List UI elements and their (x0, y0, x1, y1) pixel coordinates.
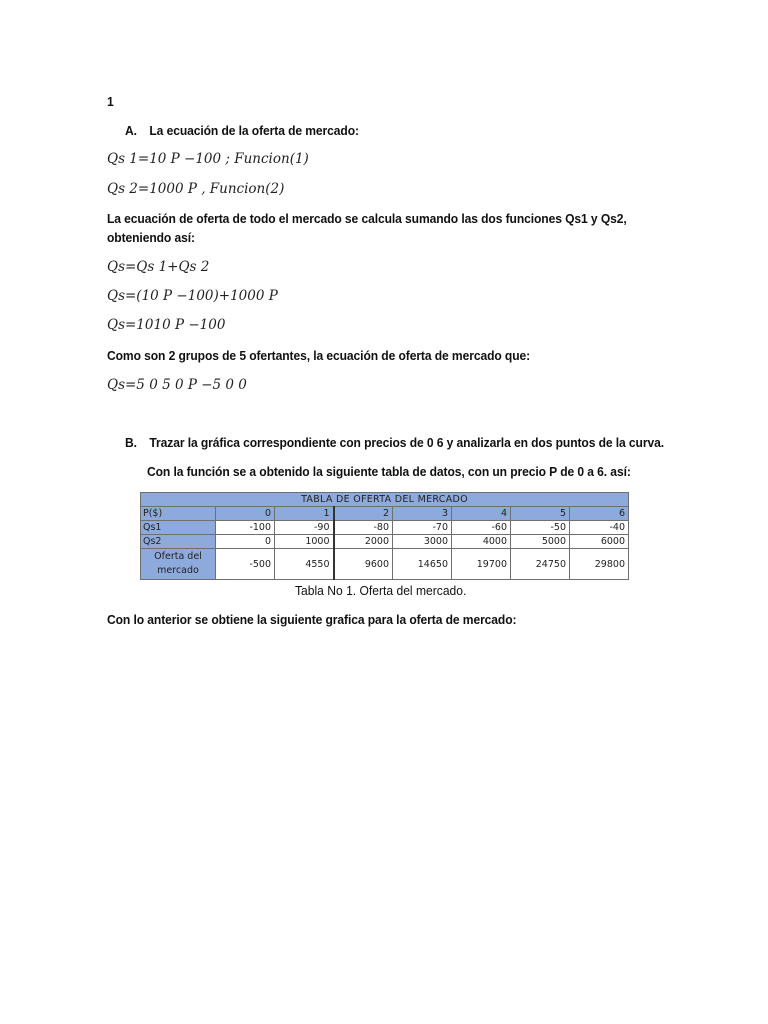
table-cell: -50 (511, 521, 570, 535)
table-row-qs1 (141, 521, 629, 535)
paragraph-market-sum-line2: obteniendo así: (107, 231, 195, 245)
table-cell: -80 (334, 521, 393, 535)
table-cell: -90 (275, 521, 334, 535)
equation-qs-market: Qs=5 0 5 0 P −5 0 0 (107, 377, 247, 393)
table-cell: -500 (216, 549, 275, 580)
part-b-heading-text: Trazar la gráfica correspondiente con precios de 0 6 y analizarla en dos puntos de la curva. (149, 436, 664, 450)
supply-table (140, 492, 629, 580)
table-cell: 2000 (334, 535, 393, 549)
table-cell: 3 (393, 507, 452, 521)
equation-qs-expanded: Qs=(10 P −100)+1000 P (107, 288, 278, 304)
table-caption: Tabla No 1. Oferta del mercado. (295, 584, 467, 598)
table-cell: 3000 (393, 535, 452, 549)
part-a-marker: A. (125, 124, 137, 138)
table-cell: 0 (216, 507, 275, 521)
equation-qs2: Qs 2=1000 P , Funcion(2) (107, 181, 285, 197)
table-cell: 5 (511, 507, 570, 521)
table-cell: -100 (216, 521, 275, 535)
section-number: 1 (107, 95, 114, 109)
table-cell: 6000 (570, 535, 629, 549)
table-cell: 9600 (334, 549, 393, 580)
part-a-heading-text: La ecuación de la oferta de mercado: (149, 124, 359, 138)
table-cell: 1000 (275, 535, 334, 549)
table-row-price (141, 507, 629, 521)
table-cell: 0 (216, 535, 275, 549)
table-row-market (141, 549, 629, 580)
table-cell: 1 (275, 507, 334, 521)
table-cell: 4000 (452, 535, 511, 549)
part-b-marker: B. (125, 436, 137, 450)
row-label: Qs1 (141, 521, 216, 535)
table-cell: -40 (570, 521, 629, 535)
table-cell: 4550 (275, 549, 334, 580)
paragraph-groups: Como son 2 grupos de 5 ofertantes, la ecuación de oferta de mercado que: (107, 349, 531, 363)
row-label: Oferta del mercado (141, 549, 216, 580)
table-title: TABLA DE OFERTA DEL MERCADO (141, 493, 629, 507)
equation-qs-sum: Qs=Qs 1+Qs 2 (107, 259, 210, 275)
part-b-heading (125, 436, 664, 450)
paragraph-market-sum-line1: La ecuación de oferta de todo el mercado se calcula sumando las dos funciones Qs1 y Qs2, (107, 212, 627, 226)
row-label: Qs2 (141, 535, 216, 549)
table-cell: -70 (393, 521, 452, 535)
part-a-heading (125, 124, 359, 138)
equation-qs-simplified: Qs=1010 P −100 (107, 317, 226, 333)
equation-qs1: Qs 1=10 P −100 ; Funcion(1) (107, 151, 309, 167)
table-cell: 4 (452, 507, 511, 521)
table-cell: 19700 (452, 549, 511, 580)
table-cell: 5000 (511, 535, 570, 549)
table-cell: 24750 (511, 549, 570, 580)
table-cell: -60 (452, 521, 511, 535)
table-cell: 6 (570, 507, 629, 521)
table-cell: 29800 (570, 549, 629, 580)
table-cell: 2 (334, 507, 393, 521)
table-cell: 14650 (393, 549, 452, 580)
closing-paragraph: Con lo anterior se obtiene la siguiente grafica para la oferta de mercado: (107, 613, 517, 627)
part-b-intro: Con la función se a obtenido la siguiente tabla de datos, con un precio P de 0 a 6. así: (147, 465, 631, 479)
table-row-qs2 (141, 535, 629, 549)
row-label: P($) (141, 507, 216, 521)
